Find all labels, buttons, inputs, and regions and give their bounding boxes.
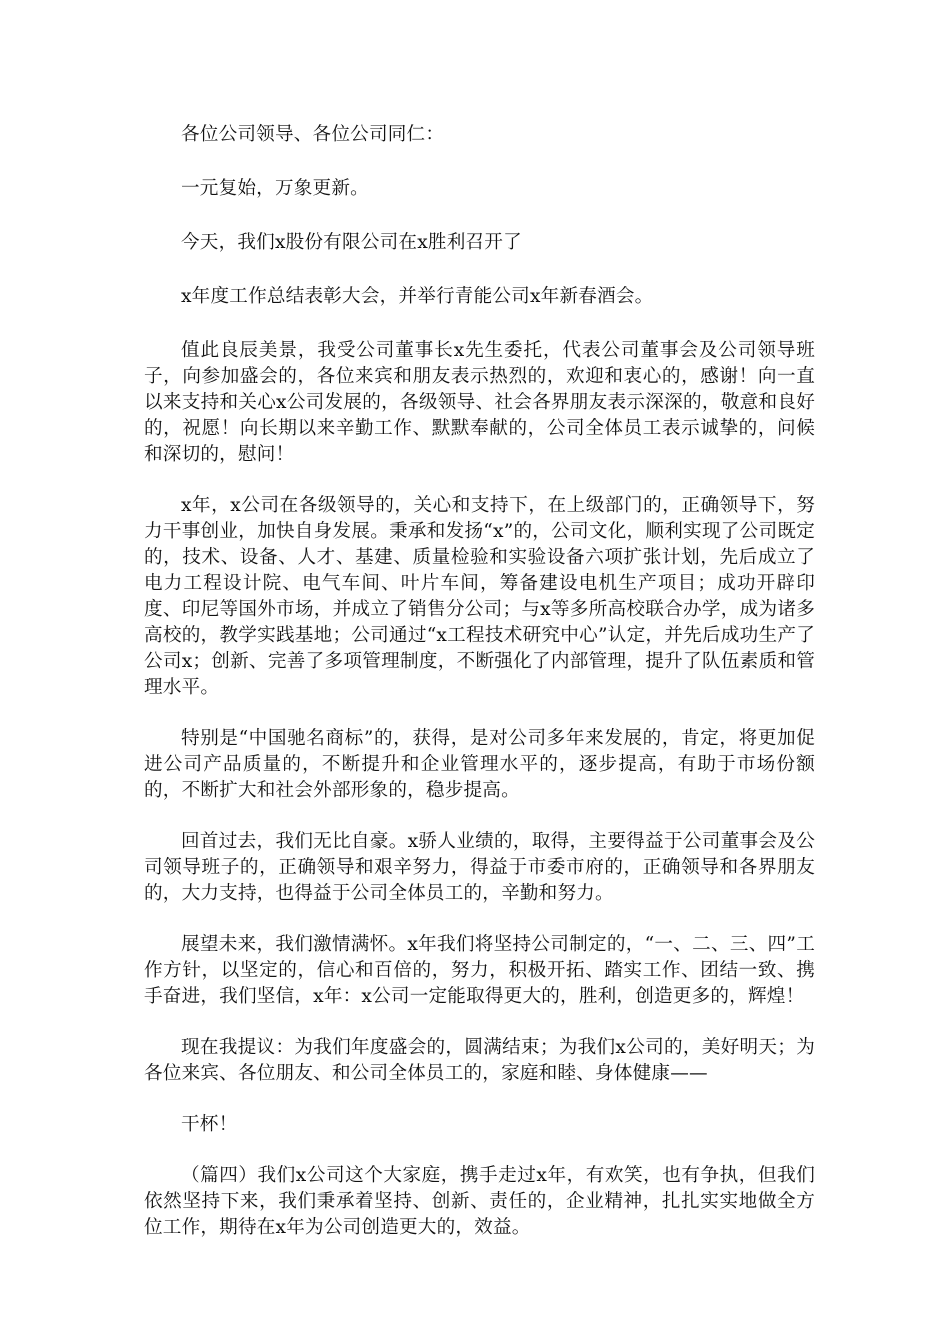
cheers-paragraph: 干杯！ [181, 1114, 238, 1135]
meeting-title-paragraph: x年度工作总结表彰大会，并举行青能公司x年新春酒会。 [181, 286, 654, 307]
chapter-four-paragraph: （篇四）我们x公司这个大家庭，携手走过x年，有欢笑，也有争执，但我们依然坚持下来，我们秉承着坚持、创新、责任的，企业精神，扎扎实实地做全方位工作，期待在x年为公司创造更大的，效益。 [144, 1165, 815, 1238]
trademark-paragraph: 特别是“中国驰名商标”的，获得，是对公司多年来发展的，肯定，将更加促进公司产品质量的，不断提升和企业管理水平的，逐步提高，有助于市场份额的，不断扩大和社会外部形象的，稳步提高。 [144, 728, 815, 801]
review-paragraph: 回首过去，我们无比自豪。x骄人业绩的，取得，主要得益于公司董事会及公司领导班子的，正确领导和艰辛努力，得益于市委市府的，正确领导和各界朋友的，大力支持，也得益于公司全体员工的，辛勤和努力。 [144, 831, 815, 904]
meeting-paragraph: 今天，我们x股份有限公司在x胜利召开了 [181, 232, 522, 253]
salutation-paragraph: 各位公司领导、各位公司同仁： [181, 124, 445, 145]
opening-paragraph: 一元复始，万象更新。 [181, 178, 369, 199]
thanks-paragraph: 值此良辰美景，我受公司董事长x先生委托，代表公司董事会及公司领导班子，向参加盛会的，各位来宾和朋友表示热烈的，欢迎和衷心的，感谢！向一直以来支持和关心x公司发展的，各级领导、社会各界朋友表示深深的，敬意和良好的，祝愿！向长期以来辛勤工作、默默奉献的，公司全体员工表示诚挚的，问候和深切的，慰问！ [144, 340, 815, 465]
toast-proposal-paragraph: 现在我提议：为我们年度盛会的，圆满结束；为我们x公司的，美好明天；为各位来宾、各位朋友、和公司全体员工的，家庭和睦、身体健康—— [144, 1037, 815, 1084]
achievements-paragraph: x年，x公司在各级领导的，关心和支持下，在上级部门的，正确领导下，努力干事创业，加快自身发展。秉承和发扬“x”的，公司文化，顺利实现了公司既定的，技术、设备、人才、基建、质量检验和实验设备六项扩张计划，先后成立了电力工程设计院、电气车间、叶片车间，筹备建设电机生产项目；成功开辟印度、印尼等国外市场，并成立了销售分公司；与x等多所高校联合办学，成为诸多高校的，教学实践基地；公司通过“x工程技术研究中心”认定，并先后成功生产了公司x；创新、完善了多项管理制度，不断强化了内部管理，提升了队伍素质和管理水平。 [144, 495, 815, 698]
outlook-paragraph: 展望未来，我们激情满怀。x年我们将坚持公司制定的，“一、二、三、四”工作方针，以坚定的，信心和百倍的，努力，积极开拓、踏实工作、团结一致、携手奋进，我们坚信，x年：x公司一定能取得更大的，胜利，创造更多的，辉煌！ [144, 934, 815, 1007]
